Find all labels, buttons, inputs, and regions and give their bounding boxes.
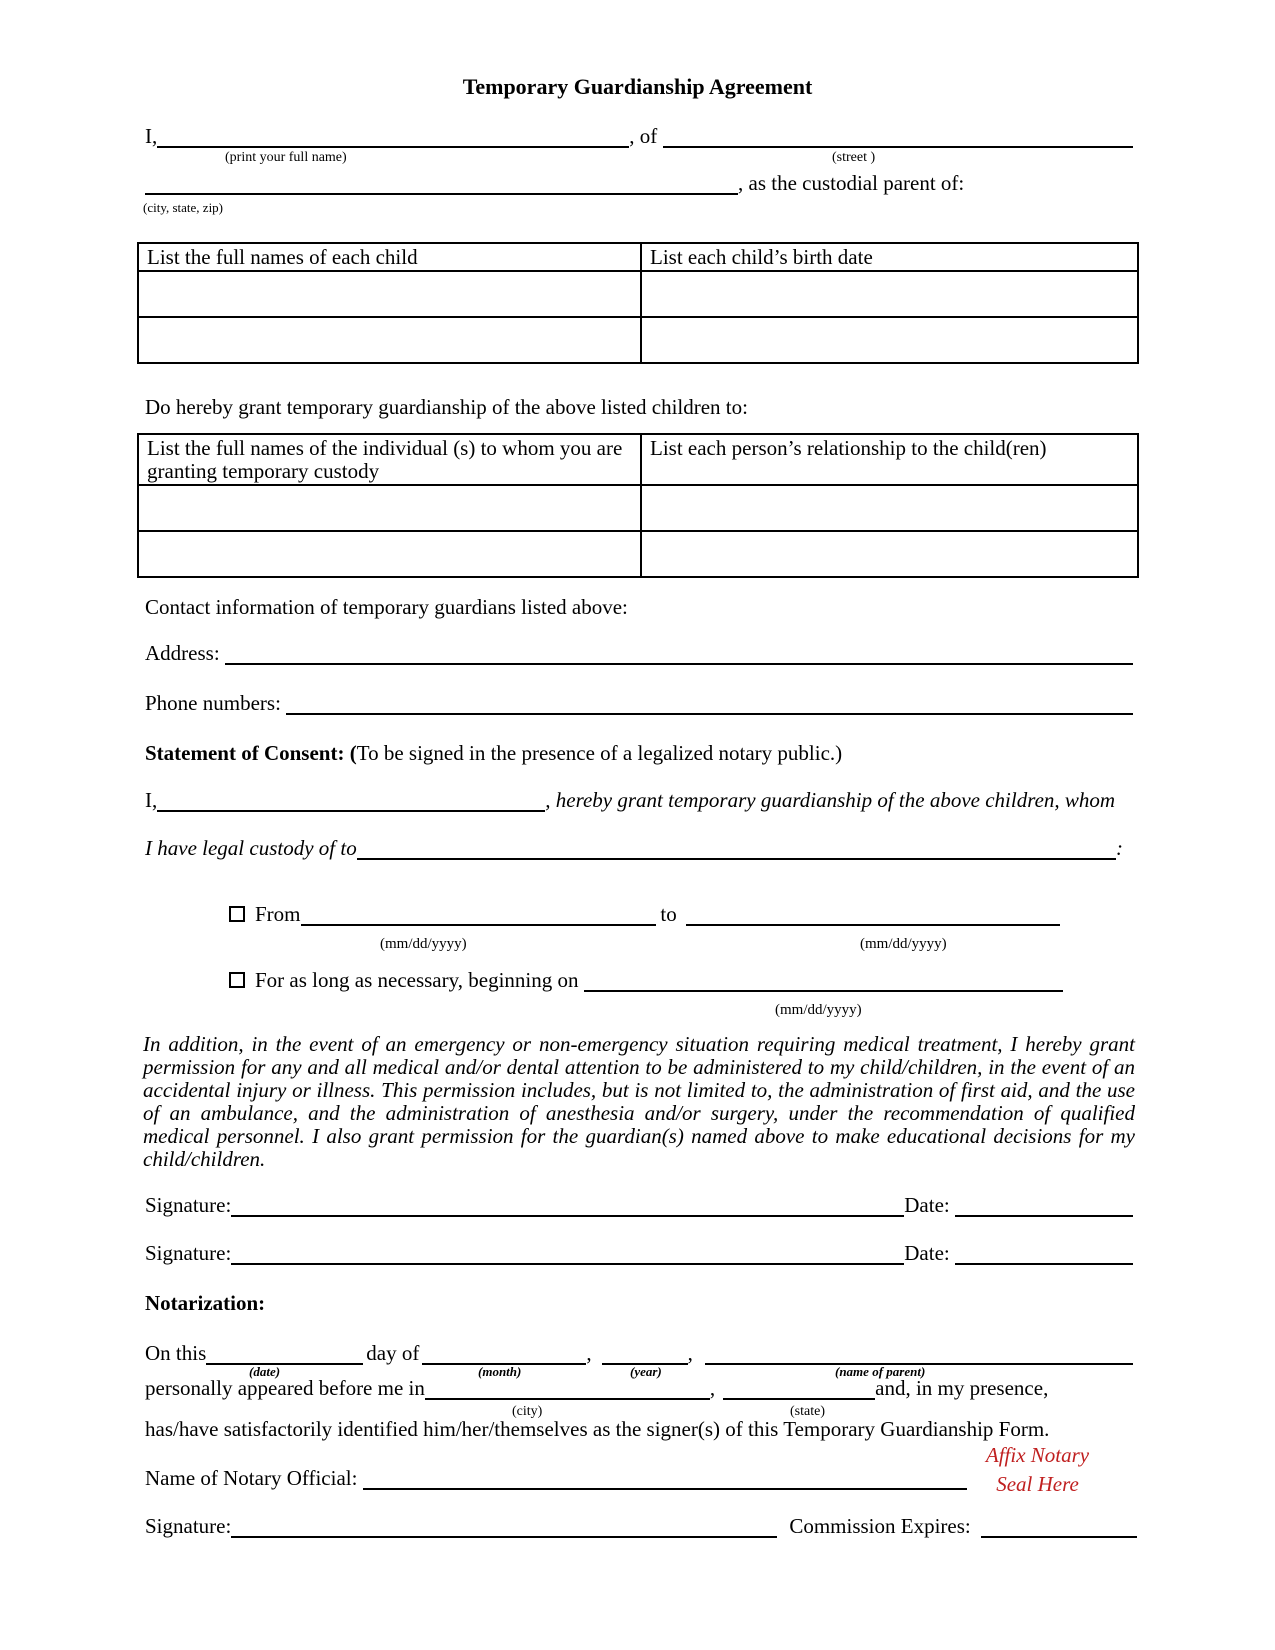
notary-name-label: Name of Notary Official:	[145, 1466, 363, 1490]
guardians-table-header-row	[138, 434, 1138, 485]
child-birthdate-cell[interactable]	[641, 271, 1138, 317]
phone-row	[145, 688, 1133, 715]
city-state-zip-blank[interactable]	[145, 170, 738, 195]
consent-custody-row	[145, 833, 1123, 860]
guardian-name-cell[interactable]	[138, 485, 641, 531]
notary-state-blank[interactable]	[723, 1375, 875, 1400]
consent-i-prefix: I,	[145, 788, 158, 812]
medical-permission-paragraph: In addition, in the event of an emergency or non-emergency situation requiring medical treatment, I hereby grant permission for any and all medical and/or dental attention to be administered to my child/children, in the event of an accidental injury or illness. This permission includes, but is not limited to, the administration of first aid, and the use of an ambulance, and the administration of anesthesia and/or surgery, under the recommendation of qualified medical personnel. I also grant permission for the guardian(s) named above to make educational decisions for my child/children.	[143, 1032, 1135, 1171]
appeared-label: personally appeared before me in	[145, 1376, 425, 1400]
street-blank[interactable]	[663, 123, 1134, 148]
guardian-relationship-header: List each person’s relationship to the child(ren)	[641, 434, 1138, 485]
commission-expires-blank[interactable]	[981, 1513, 1137, 1538]
custodial-parent-label: , as the custodial parent of:	[738, 171, 965, 195]
comma-separator: ,	[709, 1376, 716, 1400]
city-state-zip-hint: (city, state, zip)	[143, 200, 224, 215]
guardians-table-row	[138, 531, 1138, 577]
phone-label: Phone numbers:	[145, 691, 287, 715]
children-birthdates-header: List each child’s birth date	[641, 243, 1138, 271]
date-label: Date:	[904, 1193, 955, 1217]
children-table-header-row	[138, 243, 1138, 271]
date-range-checkbox[interactable]	[229, 906, 245, 922]
notary-city-blank[interactable]	[425, 1375, 710, 1400]
open-ended-label: For as long as necessary, beginning on	[255, 968, 584, 992]
consent-name-blank[interactable]	[157, 787, 545, 812]
name-street-row	[145, 121, 1133, 148]
parent-signature-blank-1[interactable]	[231, 1192, 904, 1217]
notary-location-row	[145, 1373, 1133, 1400]
phone-blank[interactable]	[286, 690, 1133, 715]
street-hint: (street )	[832, 150, 876, 165]
parent-name-blank[interactable]	[705, 1340, 1133, 1365]
day-of-label: day of	[366, 1341, 420, 1365]
consent-heading-rest: To be signed in the presence of a legalized notary public.)	[356, 741, 843, 765]
from-label: From	[255, 902, 301, 926]
to-label: to	[660, 902, 682, 926]
consent-name-row	[145, 785, 1133, 812]
signature-date-blank-2[interactable]	[955, 1240, 1133, 1265]
consent-heading	[145, 741, 842, 765]
child-name-cell[interactable]	[138, 271, 641, 317]
consent-grant-text: , hereby grant temporary guardianship of the above children, whom	[545, 788, 1116, 812]
date-range-row	[229, 899, 1060, 926]
guardian-name-cell[interactable]	[138, 531, 641, 577]
child-birthdate-cell[interactable]	[641, 317, 1138, 363]
beginning-date-blank[interactable]	[584, 967, 1063, 992]
year-hint: (year)	[630, 1364, 662, 1379]
notary-signature-row	[145, 1511, 1137, 1538]
consent-heading-bold: Statement of Consent: (	[145, 741, 357, 765]
notary-year-blank[interactable]	[602, 1340, 688, 1365]
notary-seal-note	[950, 1441, 1125, 1499]
signature-label: Signature:	[145, 1241, 232, 1265]
guardian-relationship-cell[interactable]	[641, 531, 1138, 577]
notary-signature-blank[interactable]	[231, 1513, 777, 1538]
children-table-row	[138, 317, 1138, 363]
signature-date-blank-1[interactable]	[955, 1192, 1133, 1217]
address-label: Address:	[145, 641, 225, 665]
children-table	[137, 242, 1139, 364]
identified-statement: has/have satisfactorily identified him/her/themselves as the signer(s) of this Temporary Guardianship Form.	[145, 1417, 1050, 1441]
open-ended-row	[229, 965, 1063, 992]
date-label: Date:	[904, 1241, 955, 1265]
state-hint: (state)	[790, 1404, 825, 1419]
address-row	[145, 638, 1133, 665]
full-name-hint: (print your full name)	[225, 150, 347, 165]
open-ended-checkbox[interactable]	[229, 972, 245, 988]
notary-name-blank[interactable]	[363, 1465, 967, 1490]
to-date-format-hint: (mm/dd/yyyy)	[860, 936, 947, 952]
custody-guardian-blank[interactable]	[357, 835, 1116, 860]
notary-signature-label: Signature:	[145, 1514, 232, 1538]
month-hint: (month)	[478, 1364, 522, 1379]
notary-date-row	[145, 1338, 1133, 1365]
guardian-relationship-cell[interactable]	[641, 485, 1138, 531]
to-date-blank[interactable]	[686, 901, 1060, 926]
address-blank[interactable]	[225, 640, 1133, 665]
parent-signature-blank-2[interactable]	[231, 1240, 904, 1265]
guardian-names-header: List the full names of the individual (s) to whom you are granting temporary custody	[138, 434, 641, 485]
signature-label: Signature:	[145, 1193, 232, 1217]
consent-custody-text: I have legal custody of to	[145, 836, 357, 860]
of-label: , of	[629, 124, 663, 148]
children-names-header: List the full names of each child	[138, 243, 641, 271]
seal-note-line2: Seal Here	[996, 1472, 1079, 1496]
full-name-blank[interactable]	[157, 123, 629, 148]
contact-heading: Contact information of temporary guardians listed above:	[145, 595, 628, 619]
city-state-zip-row	[145, 168, 1133, 195]
comma-separator: ,	[586, 1341, 592, 1365]
beginning-date-format-hint: (mm/dd/yyyy)	[775, 1002, 862, 1018]
on-this-label: On this	[145, 1341, 207, 1365]
guardians-table-row	[138, 485, 1138, 531]
city-hint: (city)	[512, 1404, 543, 1419]
commission-expires-label: Commission Expires:	[789, 1514, 971, 1538]
notary-date-blank[interactable]	[206, 1340, 363, 1365]
comma-separator: ,	[687, 1341, 693, 1365]
notary-name-row	[145, 1463, 967, 1490]
parent-name-hint: (name of parent)	[835, 1364, 926, 1379]
signature-row-1	[145, 1190, 1133, 1217]
seal-note-line1: Affix Notary	[985, 1443, 1090, 1467]
date-hint: (date)	[249, 1364, 281, 1379]
page-title: Temporary Guardianship Agreement	[462, 74, 813, 99]
consent-colon: :	[1116, 836, 1123, 860]
child-name-cell[interactable]	[138, 317, 641, 363]
signature-row-2	[145, 1238, 1133, 1265]
i-prefix-label: I,	[145, 124, 158, 148]
grant-statement: Do hereby grant temporary guardianship of the above listed children to:	[145, 395, 748, 419]
presence-label: and, in my presence,	[875, 1376, 1049, 1400]
notary-month-blank[interactable]	[422, 1340, 586, 1365]
guardians-table	[137, 433, 1139, 578]
notarization-heading: Notarization:	[145, 1291, 266, 1315]
from-date-blank[interactable]	[301, 901, 657, 926]
from-date-format-hint: (mm/dd/yyyy)	[380, 936, 467, 952]
children-table-row	[138, 271, 1138, 317]
